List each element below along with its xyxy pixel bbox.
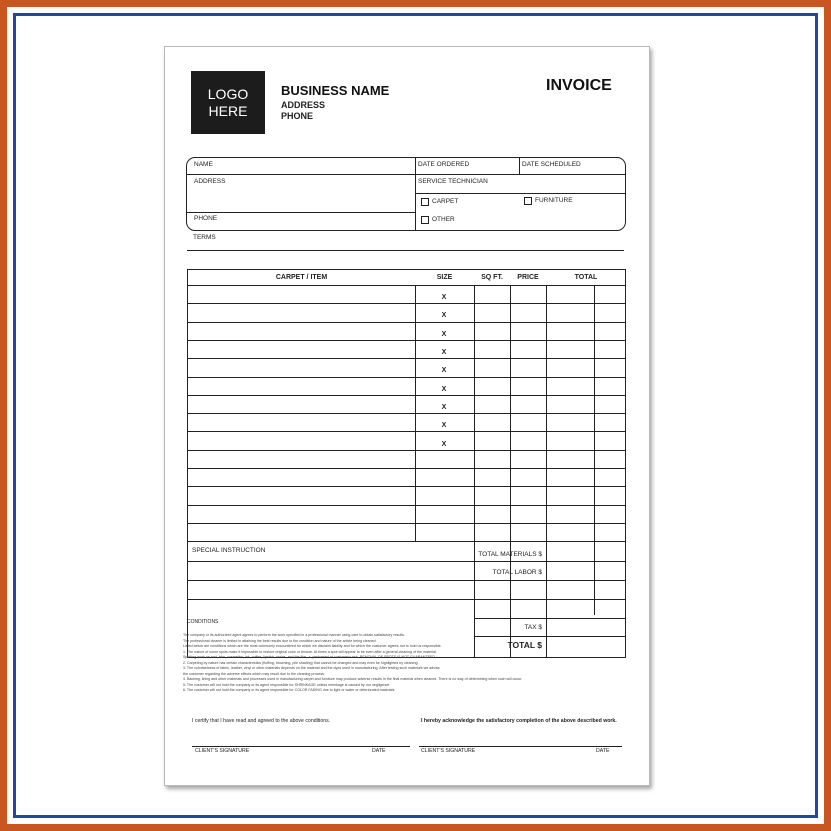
item-row-line	[188, 340, 625, 341]
business-address: ADDRESS	[281, 100, 326, 110]
invoice-sheet	[164, 46, 650, 786]
label-name: NAME	[194, 161, 213, 168]
label-special-instruction: SPECIAL INSTRUCTION	[192, 547, 266, 554]
label-date-scheduled: DATE SCHEDULED	[522, 161, 581, 168]
col-size: SIZE	[436, 274, 453, 281]
label-client-signature-right: CLIENT'S SIGNATURE	[421, 748, 476, 754]
condition-line: Spotting work on rust, inks, cosmetics, ink, coffee, lipstick, stains, and the like. ▲ performed at customer's risk. REMOVAL OF SPOTS IS NOT GUARANTEED.	[183, 655, 436, 659]
size-x-mark: X	[441, 422, 447, 430]
label-date-right: DATE	[596, 748, 610, 754]
acknowledge-statement: I hereby acknowledge the satisfactory completion of the above described work.	[421, 718, 617, 724]
condition-line: The company or its authorized agent agrees to perform the work specified in a professional manner using care to obtain satisfactory results.	[183, 633, 405, 637]
size-x-mark: X	[441, 403, 447, 411]
client-signature-line-right[interactable]	[419, 746, 622, 747]
size-x-mark: X	[441, 330, 447, 338]
item-row-line	[188, 523, 625, 524]
label-tax: TAX $	[524, 624, 542, 631]
condition-line: 1. The nature of some spots make it impossible to restore original color or texture. At times a spot will appear to be even after a general cleaning of the material.	[183, 649, 437, 654]
label-other: OTHER	[432, 216, 455, 223]
label-conditions: CONDITIONS	[187, 619, 219, 625]
logo-line1: LOGO	[207, 85, 249, 102]
item-row-line	[188, 377, 625, 378]
col-sqft: SQ FT.	[481, 274, 503, 281]
item-row-line	[188, 322, 625, 323]
item-row-line	[188, 541, 625, 542]
label-date-left: DATE	[372, 748, 386, 754]
client-signature-line-left[interactable]	[192, 746, 410, 747]
item-row-line	[188, 303, 625, 304]
label-address: ADDRESS	[194, 178, 226, 185]
size-x-mark: X	[441, 385, 447, 393]
item-row-line	[188, 358, 625, 359]
item-row-line	[188, 468, 625, 469]
col-price: PRICE	[517, 274, 539, 281]
label-total-labor: TOTAL LABOR $	[492, 569, 542, 576]
totals-row-line	[188, 599, 625, 600]
label-carpet: CARPET	[432, 198, 459, 205]
label-total: TOTAL $	[507, 640, 542, 650]
label-client-signature-left: CLIENT'S SIGNATURE	[195, 748, 250, 754]
size-x-mark: X	[441, 312, 447, 320]
size-x-mark: X	[441, 367, 447, 375]
condition-line: The professional cleaner is limited in attaining the best results due to the condition and nature of the article being cleaned.	[183, 638, 377, 643]
item-row-line	[188, 413, 625, 414]
item-row-line	[188, 395, 625, 396]
carpet-checkbox[interactable]	[421, 198, 429, 206]
label-terms: TERMS	[193, 234, 216, 241]
totals-row-line	[188, 580, 625, 581]
label-phone: PHONE	[194, 215, 218, 222]
item-row-line	[188, 486, 625, 487]
label-service-technician: SERVICE TECHNICIAN	[418, 178, 488, 185]
furniture-checkbox[interactable]	[524, 197, 532, 205]
logo-line2: HERE	[208, 102, 248, 119]
business-name: BUSINESS NAME	[281, 83, 390, 98]
invoice-title: INVOICE	[546, 77, 612, 94]
condition-line: 5. The customer will not hold the company or its agent responsible for SHRINKAGE unless shrinkage is caused by our negligence.	[183, 682, 391, 687]
size-x-mark: X	[441, 294, 447, 302]
conditions-text	[183, 633, 523, 694]
label-date-ordered: DATE ORDERED	[418, 161, 470, 168]
col-carpet-item: CARPET / ITEM	[275, 274, 328, 281]
totals-row-line	[188, 561, 625, 562]
col-total: TOTAL	[574, 274, 598, 281]
condition-line: 4. Backing, lining and other materials and processes used in manufacturing carpet and furniture may produce adverse results in the final material when cleaned. There is no way of determining when such will occur.	[183, 677, 523, 681]
items-table	[187, 269, 626, 658]
condition-line: 3. The colorfastness of fabric, leather, vinyl or other materials depends on the material and the dyes used in manufacturing. After testing such materials we advise	[183, 666, 440, 670]
item-row-line	[188, 450, 625, 451]
condition-line: 6. The customer will not hold the company or its agent responsible for COLOR FADING due to light or water or deteriorated materials.	[183, 688, 396, 692]
totals-row-line	[474, 618, 625, 619]
item-row-line	[188, 505, 625, 506]
size-x-mark: X	[441, 349, 447, 357]
customer-info-box	[186, 157, 626, 231]
condition-line: Listed below are conditions which are the most commonly encountered for which we disclaim liability and for which the customer agrees not to hold us responsible.	[183, 644, 442, 648]
other-checkbox[interactable]	[421, 216, 429, 224]
business-phone: PHONE	[281, 111, 314, 121]
logo-placeholder	[191, 71, 265, 134]
condition-line: the customer regarding the adverse effects which may result due to the cleaning process.	[183, 671, 325, 676]
certify-statement: I certify that I have read and agreed to the above conditions.	[192, 718, 331, 724]
size-x-mark: X	[441, 440, 447, 448]
condition-line: 2. Carpeting by nature has certain characteristics (fluffing, browning, pile shading) that cannot be changed and may even be highlighted by cleaning.	[183, 660, 419, 665]
label-total-materials: TOTAL MATERIALS $	[478, 551, 542, 558]
label-furniture: FURNITURE	[535, 197, 573, 204]
item-row-line	[188, 431, 625, 432]
terms-line	[187, 250, 624, 251]
